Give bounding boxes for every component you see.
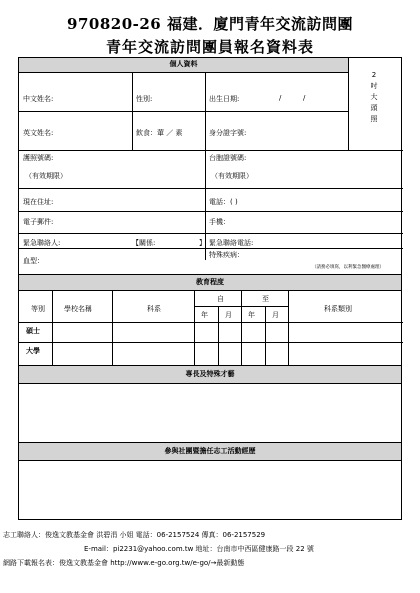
birth-sep: / xyxy=(279,94,282,102)
activities-section-header: 參與社團暨擔任志工活動經歷 xyxy=(19,442,401,461)
phone-label: 電話：( ) xyxy=(209,198,238,206)
col-divider xyxy=(218,306,219,365)
row-divider xyxy=(19,111,348,112)
chinese-name-label: 中文姓名: xyxy=(23,95,54,103)
blood-type-label: 血型： xyxy=(23,257,44,265)
relation-label: 【關係: xyxy=(132,239,156,247)
taiwan-permit-label: 台胞證號碼: xyxy=(209,154,247,162)
col-year1: 年 xyxy=(201,311,208,319)
photo-divider xyxy=(348,58,349,150)
row-divider xyxy=(19,322,403,323)
illness-label: 特殊疾病： xyxy=(209,251,244,259)
email-address-line: E-mail：pi2231@yahoo.com.tw 地址：台南市中西區健康路一段 22 號 xyxy=(84,545,314,553)
row-divider xyxy=(19,342,403,343)
col-divider xyxy=(52,291,53,365)
row-divider xyxy=(19,150,403,151)
education-section-header: 教育程度 xyxy=(19,274,401,291)
row-divider xyxy=(19,248,403,249)
form-title-line2: 青年交流訪問團員報名資料表 xyxy=(105,38,314,56)
col-from-header: 自 xyxy=(217,295,224,303)
row-masters-label: 碩士 xyxy=(26,327,40,335)
activities-field[interactable] xyxy=(19,461,401,519)
birth-date-label: 出生日期: xyxy=(209,95,240,103)
diet-label: 飲食：葷 ／ 素 xyxy=(136,129,183,137)
mobile-label: 手機： xyxy=(209,218,230,226)
personal-section-header: 個人資料 xyxy=(19,58,348,73)
col-divider xyxy=(194,291,195,365)
col-divider xyxy=(265,306,266,365)
registration-form xyxy=(18,57,402,520)
col-school-header: 學校名稱 xyxy=(64,305,92,313)
col-month2: 月 xyxy=(272,311,279,319)
passport-label: 護照號碼: xyxy=(23,154,54,162)
emergency-phone-label: 緊急聯絡電話: xyxy=(209,239,254,247)
emergency-contact-label: 緊急聯絡人: xyxy=(23,239,61,247)
birth-sep: / xyxy=(303,94,306,102)
col-divider xyxy=(112,291,113,365)
address-label: 現在住址: xyxy=(23,198,54,206)
photo-label-char: 頭 xyxy=(370,104,378,112)
col-to-header: 至 xyxy=(262,295,269,303)
relation-close: 】 xyxy=(199,239,206,247)
row-divider xyxy=(19,233,403,234)
photo-label-char: 照 xyxy=(370,115,378,123)
skills-field[interactable] xyxy=(19,384,401,442)
row-divider xyxy=(19,188,403,189)
id-number-label: 身分證字號: xyxy=(209,129,247,137)
english-name-label: 英文姓名: xyxy=(23,129,54,137)
photo-label-char: 2 xyxy=(371,71,377,79)
photo-label-char: 吋 xyxy=(370,82,378,90)
skills-section-header: 專長及特殊才藝 xyxy=(19,365,401,384)
photo-box[interactable] xyxy=(369,70,379,125)
photo-label-char: 大 xyxy=(370,93,378,101)
col-divider xyxy=(288,291,289,365)
col-year2: 年 xyxy=(248,311,255,319)
passport-validity-label: （有效期限） xyxy=(25,172,67,180)
col-level-header: 等別 xyxy=(31,305,45,313)
col-month1: 月 xyxy=(225,311,232,319)
contact-line: 志工聯絡人：俊逸文教基金會 洪碧涓 小姐 電話：06-2157524 傳真：06-2157529 xyxy=(3,531,266,539)
col-divider xyxy=(241,291,242,365)
gender-label: 性別: xyxy=(136,95,153,103)
form-title-line1: 970820-26 福建．廈門青年交流訪問團 xyxy=(67,15,353,33)
col-dept-header: 科系 xyxy=(147,305,161,313)
row-bachelor-label: 大學 xyxy=(26,347,40,355)
download-line: 網路下載報名表：俊逸文教基金會 http://www.e-go.org.tw/e-go/→最新動態 xyxy=(3,559,245,567)
row-divider xyxy=(19,211,403,212)
illness-note: （請務必填寫，以利緊急醫療處理） xyxy=(312,265,384,270)
taiwan-permit-validity-label: （有效期限） xyxy=(211,172,253,180)
email-label: 電子郵件: xyxy=(23,218,54,226)
col-category-header: 科系類別 xyxy=(324,305,352,313)
